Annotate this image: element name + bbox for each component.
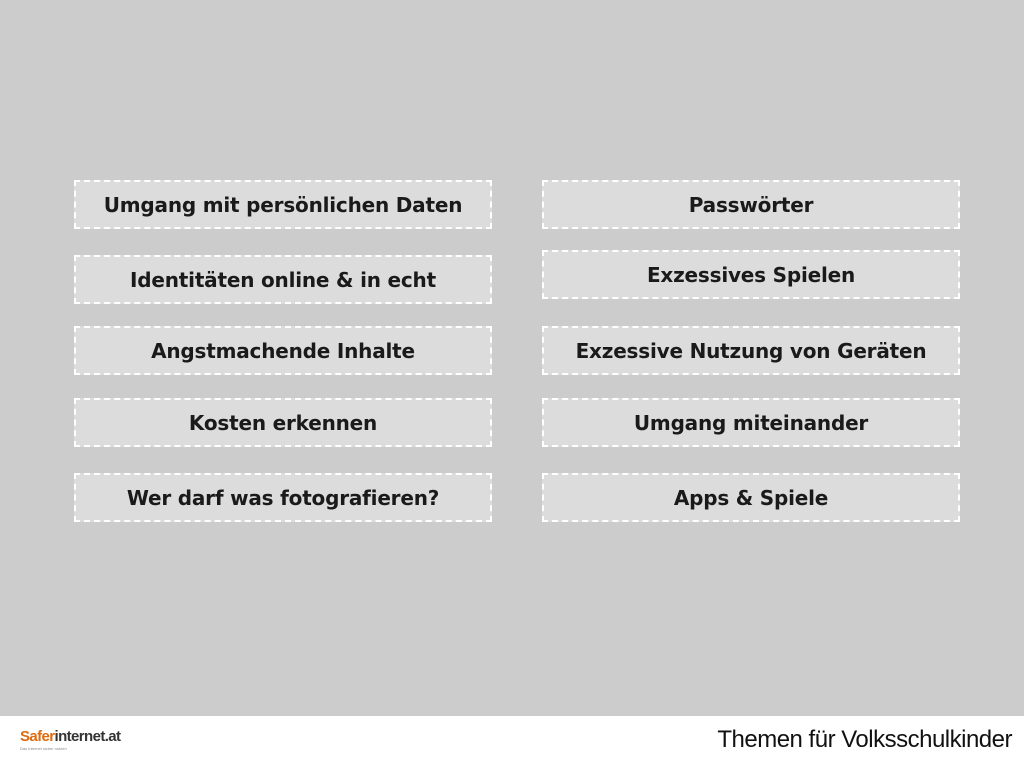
topic-box-passwords: Passwörter — [542, 180, 960, 229]
logo-internet: internet.at — [54, 728, 121, 745]
topic-box-identities: Identitäten online & in echt — [74, 255, 492, 304]
logo-safer: Safer — [20, 728, 55, 745]
saferinternet-logo — [20, 729, 130, 759]
logo-tagline: Das Internet sicher nutzen — [20, 746, 67, 751]
topic-box-scary-content: Angstmachende Inhalte — [74, 326, 492, 375]
topic-box-excessive-device-use: Exzessive Nutzung von Geräten — [542, 326, 960, 375]
topic-box-photography: Wer darf was fotografieren? — [74, 473, 492, 522]
slide-footer — [0, 716, 1024, 768]
topic-box-apps-games: Apps & Spiele — [542, 473, 960, 522]
topic-box-getting-along: Umgang miteinander — [542, 398, 960, 447]
logo-wordmark — [20, 729, 130, 745]
footer-title: Themen für Volksschulkinder — [717, 726, 1012, 753]
topic-box-excessive-gaming: Exzessives Spielen — [542, 250, 960, 299]
topic-box-personal-data: Umgang mit persönlichen Daten — [74, 180, 492, 229]
topic-box-costs: Kosten erkennen — [74, 398, 492, 447]
